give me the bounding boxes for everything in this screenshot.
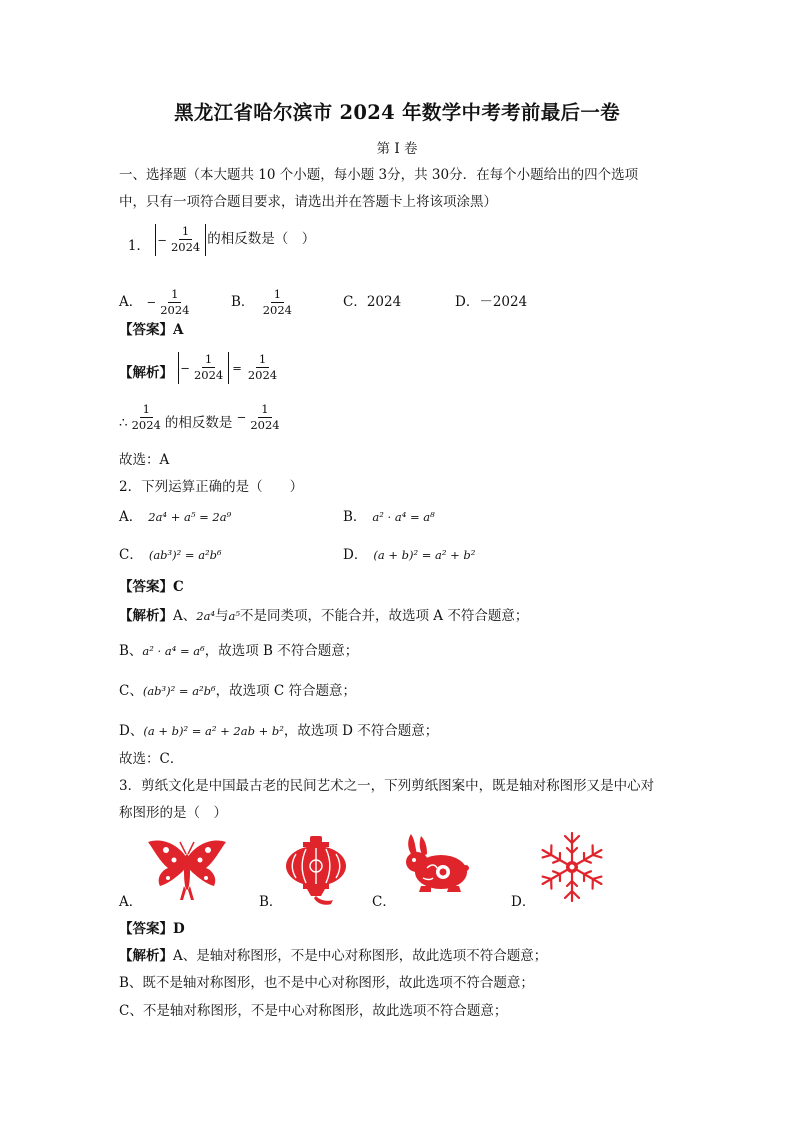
q2-analysis-d: D、(a + b)² = a² + 2ab + b²，故选项 D 不符合题意； [119,723,439,739]
q2-opt-a: A． 2a⁴ + a⁵ = 2a⁹ [119,509,232,525]
q3-opt-a: A． [119,894,143,910]
q2-analysis-a: 【解析】A、2a⁴与a⁵不是同类项，不能合并，故选项 A 不符合题意； [119,608,529,624]
q2-opt-b: B． a² · a⁴ = a⁸ [343,509,435,525]
q1-opt-b: B． $\frac{1}{2024}$ [231,287,296,317]
q3-answer: 【答案】D [119,921,185,937]
q1-opt-a-fraction: $\frac{1}{2024}$ [160,287,190,317]
abs-bar-left [155,224,156,256]
q2-stem: 2．下列运算正确的是（ ） [119,479,304,495]
q3-analysis-b: B、既不是轴对称图形，也不是中心对称图形，故此选项不符合题意； [119,975,534,991]
q1-minus: − [157,232,167,247]
butterfly-papercut-icon [146,836,228,902]
q1-number: 1． [127,237,150,254]
section-intro-line1: 一、选择题（本大题共 10 个小题，每小题 3分，共 30分．在每个小题给出的四个选项 [119,167,639,183]
q1-choice: 故选：A [119,452,170,468]
q1-opt-c: C．2024 [343,294,402,310]
lantern-papercut-icon [283,836,349,908]
snowflake-papercut-icon [535,830,609,904]
page-title: 黑龙江省哈尔滨市 2024 年数学中考考前最后一卷 [174,101,620,124]
section-intro-line2: 中，只有一项符合题目要求，请选出并在答题卡上将该项涂黑） [119,194,497,210]
q2-analysis-b: B、a² · a⁴ = a⁶，故选项 B 不符合题意； [119,643,359,659]
q3-stem-line2: 称图形的是（ ） [119,805,227,821]
q1-stem-text: 的相反数是（ ） [207,231,316,247]
q2-choice: 故选：C． [119,751,184,767]
analysis-label: 【解析】 [119,364,173,381]
q1-opt-b-fraction: $\frac{1}{2024}$ [262,287,292,317]
q1-stem [119,222,315,257]
q2-opt-c: C． (ab³)² = a²b⁶ [119,547,222,563]
q3-opt-c: C． [372,894,396,910]
q1-opt-d: D．－2024 [455,294,528,310]
q1-conclusion: ∴ $\frac{1}{2024}$ 的相反数是 − $\frac{1}{2024}$ [119,402,280,432]
q3-opt-b: B． [259,894,283,910]
rabbit-papercut-icon [397,832,469,894]
q3-analysis-a: 【解析】A、是轴对称图形，不是中心对称图形，故此选项不符合题意； [119,948,548,964]
q1-opt-a: A． − $\frac{1}{2024}$ [119,287,193,317]
q3-analysis-c: C、不是轴对称图形，不是中心对称图形，故此选项不符合题意； [119,1003,508,1019]
q2-opt-d: D． (a + b)² = a² + b² [343,547,476,563]
q1-answer: 【答案】A [119,322,184,338]
q1-fraction: $\frac{1}{2024}$ [170,224,201,254]
q1-analysis: 【解析】 − $\frac{1}{2024}$ = $\frac{1}{2024}$ [119,350,281,385]
q3-opt-d: D． [511,894,536,910]
volume-label: 第 I 卷 [376,141,418,157]
q3-stem-line1: 3．剪纸文化是中国最古老的民间艺术之一，下列剪纸图案中，既是轴对称图形又是中心对 [119,778,655,794]
q2-answer: 【答案】C [119,579,184,595]
q2-analysis-c: C、(ab³)² = a²b⁶，故选项 C 符合题意； [119,683,357,699]
